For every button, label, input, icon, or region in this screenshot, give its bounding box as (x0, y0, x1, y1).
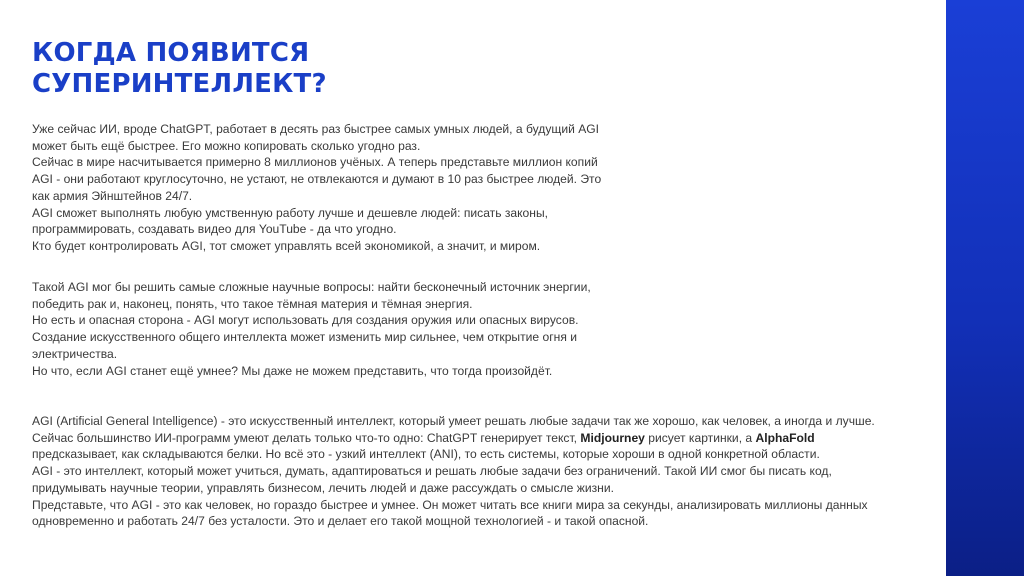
text-line: AGI - это интеллект, который может учиться, думать, адаптироваться и решать любые задачи без ограничений. Такой ИИ смог бы писать код, (32, 464, 832, 479)
text-segment: рисует картинки, а (644, 430, 756, 445)
text-line: победить рак и, наконец, понять, что такое тёмная материя и тёмная энергия. (32, 296, 473, 311)
text-line: Такой AGI мог бы решить самые сложные научные вопросы: найти бесконечный источник энергии, (32, 280, 591, 294)
text-line: Кто будет контролировать AGI, тот сможет управлять всей экономикой, а значит, и миром. (32, 238, 541, 253)
text-line: электричества. (32, 346, 118, 361)
slide-title: КОГДА ПОЯВИТСЯ СУПЕРИНТЕЛЛЕКТ? (32, 38, 327, 99)
paragraph-intro (32, 121, 601, 255)
text-line: AGI (Artificial General Intelligence) - это искусственный интеллект, который умеет решать любые задачи так же хорошо, как человек, а иногда и лучше. (32, 414, 875, 428)
paragraph-agi-definition (32, 413, 875, 530)
text-line: Но есть и опасная сторона - AGI могут использовать для создания оружия или опасных вирусов. (32, 313, 579, 328)
text-line: Сейчас в мире насчитывается примерно 8 миллионов учёных. А теперь представьте миллион копий (32, 155, 598, 170)
text-line: Уже сейчас ИИ, вроде ChatGPT, работает в десять раз быстрее самых умных людей, а будущий AGI (32, 122, 600, 136)
text-line: программировать, создавать видео для YouTube - да что угодно. (32, 222, 397, 237)
text-line: AGI - они работают круглосуточно, не устают, не отвлекаются и думают в 10 раз быстрее людей. Это (32, 172, 602, 187)
text-line: Создание искусственного общего интеллекта может изменить мир сильнее, чем открытие огня и (32, 330, 577, 345)
text-line: предсказывает, как складываются белки. Но всё это - узкий интеллект (ANI), то есть системы, которые хороши в одной конкретной области. (32, 447, 820, 462)
text-line: Но что, если AGI станет ещё умнее? Мы даже не можем представить, что тогда произойдёт. (32, 363, 553, 378)
paragraph-science (32, 279, 591, 379)
side-accent-bar (946, 0, 1024, 576)
text-segment: Сейчас большинство ИИ-программ умеют делать только что-то одно: ChatGPT генерирует текст, (32, 430, 581, 445)
midjourney-bold: Midjourney (580, 430, 645, 445)
text-line: AGI сможет выполнять любую умственную работу лучше и дешевле людей: писать законы, (32, 205, 549, 220)
text-line: Представьте, что AGI - это как человек, но гораздо быстрее и умнее. Он может читать все книги мира за секунды, анализировать миллионы данных (32, 497, 868, 512)
text-line (32, 430, 875, 447)
text-line: одновременно и работать 24/7 без усталости. Это и делает его такой мощной технологией - и такой опасной. (32, 514, 649, 529)
text-line: как армия Эйнштейнов 24/7. (32, 188, 193, 203)
alphafold-bold: AlphaFold (755, 430, 815, 445)
text-line: придумывать научные теории, управлять бизнесом, лечить людей и даже рассуждать о смысле жизни. (32, 480, 614, 495)
text-line: может быть ещё быстрее. Его можно копировать сколько угодно раз. (32, 138, 421, 153)
